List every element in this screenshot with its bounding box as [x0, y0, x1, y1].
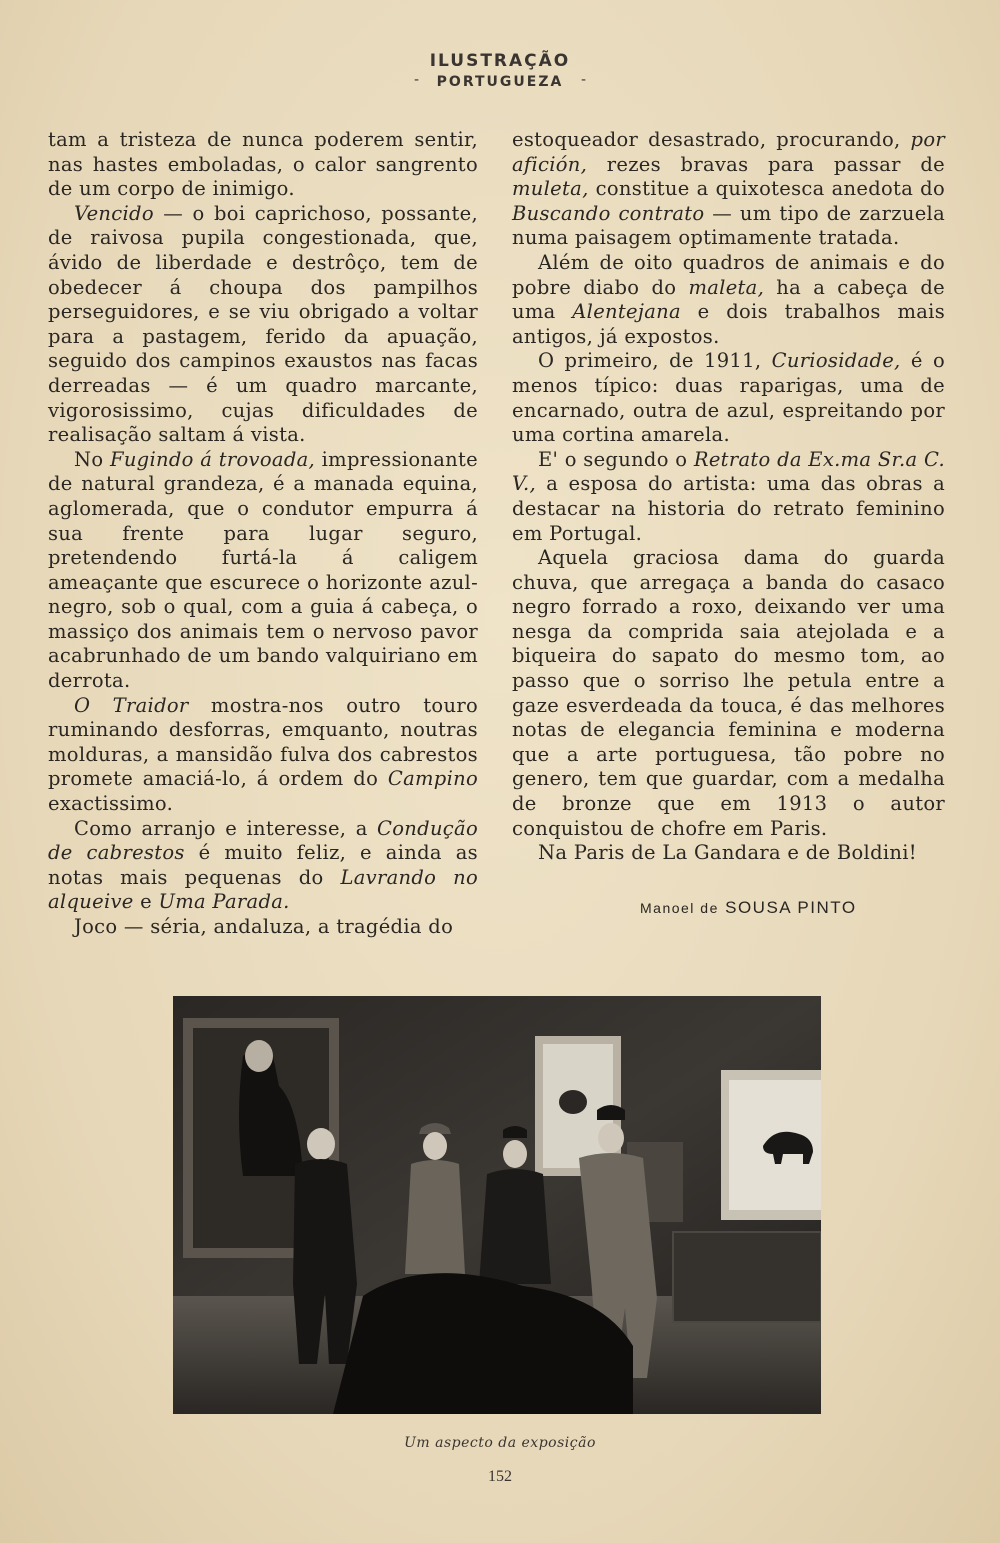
text-run: é o menos típico: duas raparigas, uma de encarnado, outra de azul, espreitando por uma cortina amarela. — [512, 349, 945, 447]
text-run: estoqueador desastrado, procurando, — [512, 128, 911, 151]
italic-title: Vencido — [74, 201, 154, 225]
masthead-line-1: ILUSTRAÇÃO — [429, 51, 571, 71]
text-run: — o boi caprichoso, possante, de raivosa pupila congestionada, que, ávido de liberdade e destrôço, tem de obedecer á choupa dos pampilhos perseguidores, e se viu obrigado a voltar para a pastagem, ferido da apuação, seguido dos campinos exaustos nas facas derreadas — é um quadro marcante, vigorosissimo, cujas dificuldades de realisação saltam á vista. — [48, 201, 478, 447]
text-run: Na Paris de La Gandara e de Boldini! — [538, 841, 917, 865]
article-paragraph — [512, 128, 945, 251]
text-run: Aquela graciosa dama do guarda chuva, que arregaça a banda do casaco negro forrado a roxo, deixando ver uma nesga da comprida saia atejolada e a biqueira do sapato do mesmo tom, ao passo que o sorriso lhe petula entre a gaze esverdeada da touca, é das melhores notas de elegancia feminina e moderna que a arte portuguesa, tão pobre no genero, tem que guardar, com a medalha de bronze que em 1913 o autor conquistou de chofre em Paris. — [512, 546, 945, 840]
text-run: tam a tristeza de nunca poderem sentir, nas hastes emboladas, o calor sangrento de um corpo de inimigo. — [48, 128, 478, 201]
italic-title: O Traidor — [74, 693, 189, 717]
italic-title: Lavrando no alqueive — [48, 865, 478, 914]
italic-title: Alentejana — [572, 300, 681, 324]
text-run: mostra-nos outro touro ruminando desforras, emquanto, noutras molduras, a mansidão fulva dos cabrestos promete amaciá-lo, á ordem do — [48, 693, 478, 791]
exhibition-photograph — [173, 996, 821, 1414]
italic-title: maleta, — [688, 275, 765, 299]
article-right-column — [512, 128, 945, 866]
text-run: e dois trabalhos mais antigos, já expostos. — [512, 300, 945, 348]
article-paragraph — [48, 448, 478, 694]
text-run: Além de oito quadros de animais e do pobre diabo do — [512, 250, 945, 299]
italic-title: por afición, — [512, 128, 945, 176]
photo-caption: Um aspecto da exposição — [404, 1435, 596, 1451]
text-run: constitue a quixotesca anedota do — [588, 177, 945, 201]
text-run: exactissimo. — [48, 792, 174, 816]
masthead-line-2: PORTUGUEZA — [436, 74, 564, 90]
text-run: e — [133, 890, 159, 914]
article-paragraph — [512, 251, 945, 349]
article-left-column — [48, 128, 478, 940]
text-run: ha a cabeça de uma — [512, 275, 946, 324]
text-run: Joco — séria, andaluza, a tragédia do — [74, 915, 454, 938]
italic-title: Curiosidade, — [771, 349, 901, 373]
text-run: — um tipo de zarzuela numa paisagem optimamente tratada. — [512, 201, 945, 250]
italic-title: Campino — [387, 767, 478, 791]
italic-title: Uma Parada. — [158, 890, 290, 914]
right-painting — [721, 1070, 821, 1220]
article-paragraph — [512, 841, 945, 866]
author-signature — [640, 898, 940, 918]
article-paragraph — [512, 448, 945, 546]
text-run: No — [74, 447, 110, 471]
article-paragraph — [512, 349, 945, 447]
italic-title: Condução de cabrestos — [48, 816, 478, 865]
text-run: impressionante de natural grandeza, é a manada equina, aglomerada, que o condutor empurra á sua frente para lugar seguro, pretendendo furtá-la á caligem ameaçante que escurece o horizonte azul-negro, sob o qual, com a guia á cabeça, o massiço dos animais tem o nervoso pavor acabrunhado de um bando valquiriano em derrota. — [48, 447, 479, 693]
text-run: O primeiro, de 1911, — [538, 349, 772, 373]
signature-last: SOUSA PINTO — [725, 898, 857, 917]
text-run: é muito feliz, e ainda as notas mais pequenas do — [48, 841, 478, 889]
masthead-left-ornament: - — [414, 72, 420, 88]
signature-first: Manoel de — [640, 900, 719, 916]
italic-title: Buscando contrato — [512, 201, 705, 225]
text-run: a esposa do artista: uma das obras a destacar na historia do retrato feminino em Portugal. — [512, 472, 945, 545]
masthead — [414, 50, 586, 102]
article-paragraph — [48, 694, 478, 817]
italic-title: Fugindo á trovoada, — [109, 447, 316, 471]
text-run: rezes bravas para passar de — [587, 152, 945, 176]
italic-title: Retrato da Ex.ma Sr.a C. V., — [512, 447, 945, 496]
article-paragraph — [48, 915, 478, 940]
masthead-right-ornament: - — [580, 72, 586, 88]
exhibition-photo-illustration — [173, 996, 821, 1414]
article-paragraph — [512, 546, 945, 841]
text-run: E' o segundo o — [538, 447, 694, 471]
article-paragraph — [48, 202, 478, 448]
page-number: 152 — [488, 1468, 512, 1485]
article-paragraph — [48, 128, 478, 202]
article-paragraph — [48, 817, 478, 915]
text-run: Como arranjo e interesse, a — [74, 816, 378, 840]
italic-title: muleta, — [512, 177, 589, 201]
